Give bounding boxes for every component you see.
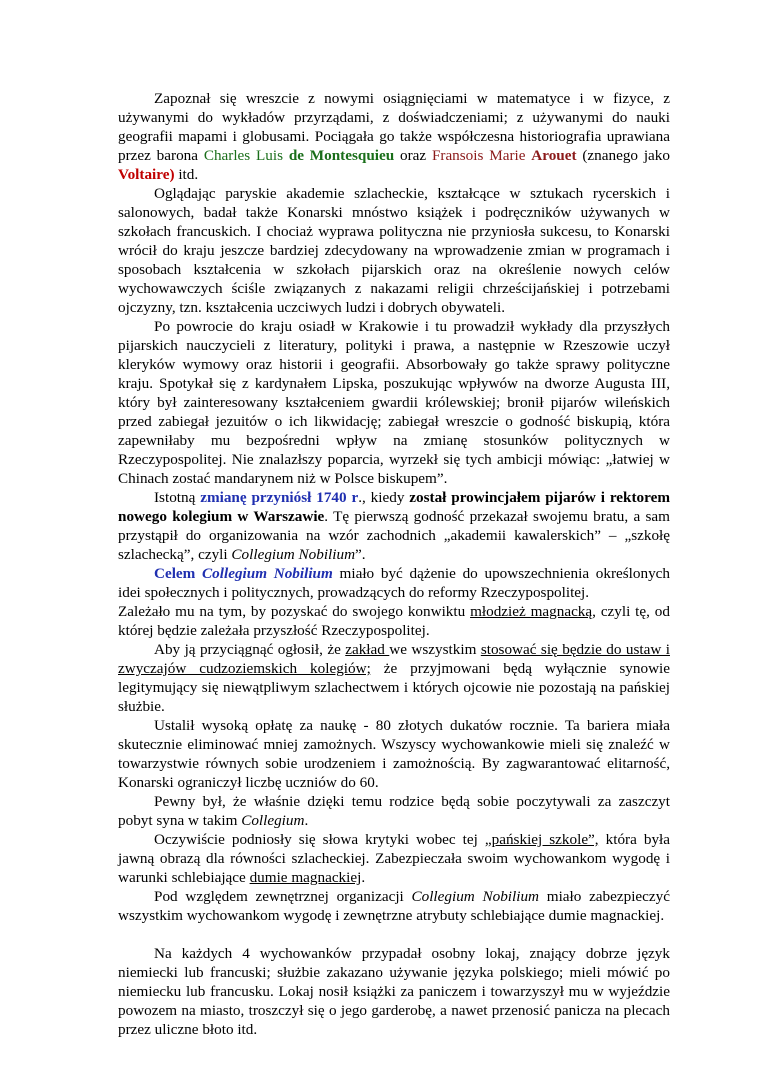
highlight-celem: Celem [154,565,203,582]
text: miało zabezpieczyć wszystkim wychowankom wygodę i zewnętrzne atrybuty schlebiające dumie magnackiej. [118,888,670,924]
name-montesquieu-first: Charles Luis [203,147,289,164]
text: Oczywiście podniosły się słowa krytyki wobec tej [154,831,485,848]
name-arouet-first: Fransois Marie [431,147,532,164]
text: Pod względem zewnętrznej organizacji [154,888,412,905]
highlight-provincial: został prowincjałem pijarów i rektorem nowego kolegium w Warszawie [118,489,670,525]
underlined-text: stosować się będzie do ustaw i zwyczajów cudzoziemskich kolegiów; [118,641,670,677]
text: we wszystkim [389,641,481,658]
text: oraz [394,147,432,164]
paragraph-7 [118,640,670,716]
text: miało być dążenie do upowszechnienia określonych idei społecznych i politycznych, prowadzących do reformy Rzeczypospolitej. [118,565,671,601]
text: która była jawną obrazą dla równości szlacheckiej. Zabezpieczała swoim wychowankom wygodę i warunki schlebiające [118,831,671,886]
paragraph-3: Po powrocie do kraju osiadł w Krakowie i tu prowadził wykłady dla przyszłych pijarskich nauczycieli z literatury, polityki i prawa, a następnie w Rzeszowie uczył kleryków wymowy oraz historii i geografii. Absorbowały go także sprawy polityczne kraju. Spotykał się z kardynałem Lipska, poszukując wpływów na dworze Augusta III, który był zainteresowany kształceniem gwardii królewskiej; bronił pijarów wileńskich przed zabiegał jezuitów o ich likwidację; zabiegał wreszcie o godność biskupią, która zapewniłaby mu bezpośredni wpływ na zmianę stosunków politycznych w Rzeczypospolitej. Nie znalazłszy poparcia, wyrzekł się tych ambicji mówiąc: „łatwiej w Chinach zostać mandarynem niż w Polsce biskupem”. [118,318,670,487]
paragraph-12: Na każdych 4 wychowanków przypadał osobny lokaj, znający dobrze język niemiecki lub francuski; służbie zakazano używanie języka polskiego; mieli mówić po niemiecku lub francusku. Lokaj nosił książki za paniczem i towarzyszył mu w wyjeździe powozem na miasto, troszczył się o jego garderobę, a nawet przenosić panicza na plecach przez uliczne błoto itd. [118,945,670,1038]
paragraph-1 [118,89,670,184]
term-collegium: Collegium [241,812,305,829]
paragraph-5 [118,564,670,602]
text: czyli tę, od której będzie zależała przyszłość Rzeczypospolitej. [118,603,670,639]
text: Zapoznał się wreszcie z nowymi osiągnięciami w matematyce i w fizyce, z używanymi do wykładów przyrządami, z doświadczeniami; z używanymi do nauki geografii mapami i globusami. Pociągała go także współczesna historiografia uprawiana przez barona [118,90,670,164]
text: ”. [355,546,366,563]
text: . [361,869,366,886]
name-voltaire: Voltaire) [118,166,175,183]
paragraph-6 [118,602,670,640]
paragraph-8: Ustalił wysoką opłatę za naukę - 80 złotych dukatów rocznie. Ta bariera miała skutecznie eliminować mniej zamożnych. Wszyscy wychowankowie mieli się znaleźć w towarzystwie równych sobie urodzeniem i zamożnością. By zagwarantować elitarność, Konarski ograniczył liczbę uczniów do 60. [118,717,670,791]
term-collegium-nobilium: Collegium Nobilium [202,565,333,582]
underlined-text: „pańskiej szkole”, [484,831,599,848]
highlight-change-1740: zmianę przyniósł 1740 r [200,489,359,506]
underlined-text: zakład [345,641,390,658]
paragraph-9 [118,792,670,830]
term-collegium-nobilium: Collegium Nobilium [231,546,356,563]
text: . [304,812,309,829]
name-arouet: Arouet [531,147,577,164]
text: Istotną [154,489,201,506]
text: (znanego jako [576,147,670,164]
paragraph-4 [118,488,670,564]
text: itd. [174,166,199,183]
term-collegium-nobilium: Collegium Nobilium [411,888,540,905]
text: Aby ją przyciągnąć ogłosił, że [154,641,346,658]
paragraph-11 [118,887,670,925]
text: Pewny był, że właśnie dzięki temu rodzice będą sobie poczytywali za zaszczyt pobyt syna w takim [118,793,670,829]
underlined-text: dumie magnackiej [249,869,362,886]
paragraph-2: Oglądając paryskie akademie szlacheckie, kształcące w sztukach rycerskich i salonowych, badał także Konarski mnóstwo książek i podręczników używanych w szkołach francuskich. I chociaż wyprawa polityczna nie przyniosła sukcesu, to Konarski wrócił do kraju jeszcze bardziej zdecydowany na wprowadzenie zmian w programach i sposobach kształcenia w szkołach pijarskich oraz na określenie nowych celów wychowawczych ściśle związanych z nakazami religii chrześcijańskiej i potrzebami ojczyzny, tzn. kształcenia uczciwych ludzi i dobrych obywateli. [118,185,670,316]
text: że przyjmowani będą wyłącznie synowie legitymujący się niewątpliwym szlachectwem i których ojcowie nie pozostają na pańskiej służbie. [118,660,671,715]
document-body [118,89,670,1039]
text: ., kiedy [358,489,410,506]
name-montesquieu: de Montesquieu [288,147,395,164]
text: Zależało mu na tym, by pozyskać do swojego konwiktu [118,603,471,620]
underlined-text: młodzież magnacką, [470,603,596,620]
paragraph-10 [118,830,670,887]
text: . Tę pierwszą godność przekazał swojemu bratu, a sam przystąpił do organizowania na wzór zachodnich „akademii kawalerskich” – „szkołę szlachecką”, czyli [118,508,670,563]
